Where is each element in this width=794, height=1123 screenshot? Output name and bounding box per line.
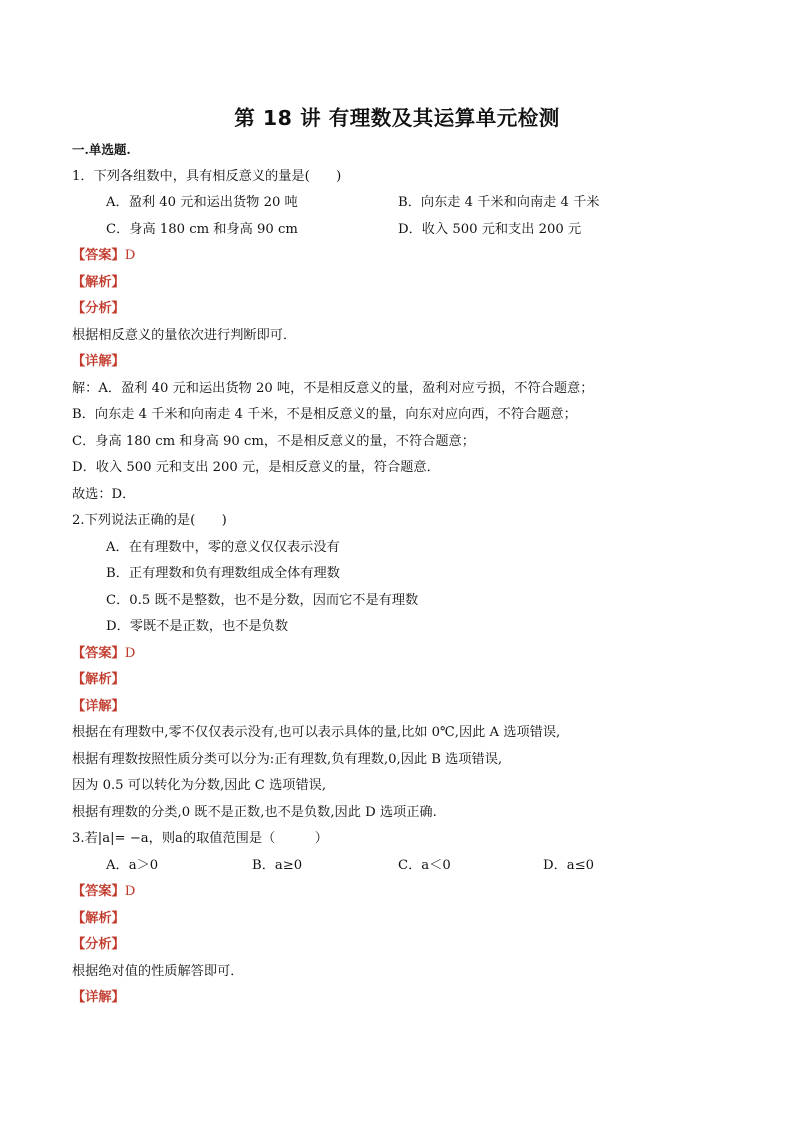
q2-detail-line: 因为 0.5 可以转化为分数,因此 C 选项错误, — [72, 778, 327, 793]
answer-label: 【答案】 — [72, 884, 125, 899]
q1-detail-line: D．收入 500 元和支出 200 元，是相反意义的量，符合题意． — [72, 460, 440, 475]
q3-answer — [72, 883, 135, 901]
q1-detail-line: 解：A．盈利 40 元和运出货物 20 吨，不是相反意义的量，盈利对应亏损，不符合题意； — [72, 381, 594, 396]
q2-detail-line: 根据有理数按照性质分类可以分为:正有理数,负有理数,0,因此 B 选项错误, — [72, 752, 503, 767]
q1-stem: 1．下列各组数中，具有相反意义的量是( ) — [72, 169, 342, 184]
q2-option-b: B．正有理数和负有理数组成全体有理数 — [106, 566, 340, 581]
q2-stem: 2.下列说法正确的是( ) — [72, 513, 227, 528]
q3-fenxi-text: 根据绝对值的性质解答即可． — [72, 964, 244, 979]
page-title: 第 18 讲 有理数及其运算单元检测 — [234, 106, 560, 130]
q2-option-a: A．在有理数中，零的意义仅仅表示没有 — [106, 540, 340, 555]
q2-option-c: C．0.5 既不是整数，也不是分数，因而它不是有理数 — [106, 593, 419, 608]
q2-answer — [72, 645, 135, 663]
q1-fenxi-label: 【分析】 — [72, 301, 125, 316]
q3-xiangjie-label: 【详解】 — [72, 990, 125, 1005]
q3-option-a: A．a＞0 — [106, 858, 159, 873]
q1-xiangjie-label: 【详解】 — [72, 354, 125, 369]
q3-jiexi-label: 【解析】 — [72, 911, 125, 926]
q1-fenxi-text: 根据相反意义的量依次进行判断即可． — [72, 328, 297, 343]
q2-detail-line: 根据在有理数中,零不仅仅表示没有,也可以表示具体的量,比如 0℃,因此 A 选项错误, — [72, 725, 561, 740]
answer-value: D — [124, 884, 136, 899]
q1-option-d: D．收入 500 元和支出 200 元 — [398, 222, 582, 237]
q1-jiexi-label: 【解析】 — [72, 275, 125, 290]
q1-option-a: A．盈利 40 元和运出货物 20 吨 — [106, 195, 298, 210]
q1-conclusion: 故选：D． — [72, 487, 136, 502]
answer-value: D — [124, 248, 136, 263]
q1-option-b: B．向东走 4 千米和向南走 4 千米 — [398, 195, 600, 210]
answer-label: 【答案】 — [72, 248, 125, 263]
q2-option-d: D．零既不是正数，也不是负数 — [106, 619, 289, 634]
q2-jiexi-label: 【解析】 — [72, 672, 125, 687]
q2-detail-line: 根据有理数的分类,0 既不是正数,也不是负数,因此 D 选项正确. — [72, 805, 437, 820]
answer-value: D — [124, 646, 136, 661]
q3-option-c: C．a＜0 — [398, 858, 451, 873]
q1-answer — [72, 247, 135, 265]
q1-option-c: C．身高 180 cm 和身高 90 cm — [106, 222, 298, 237]
q1-detail-line: C．身高 180 cm 和身高 90 cm，不是相反意义的量，不符合题意； — [72, 434, 475, 449]
q3-fenxi-label: 【分析】 — [72, 937, 125, 952]
q3-option-b: B．a≥0 — [252, 858, 303, 873]
answer-label: 【答案】 — [72, 646, 125, 661]
q3-option-d: D．a≤0 — [543, 858, 595, 873]
q2-xiangjie-label: 【详解】 — [72, 699, 125, 714]
q1-detail-line: B．向东走 4 千米和向南走 4 千米，不是相反意义的量，向东对应向西，不符合题意； — [72, 407, 577, 422]
section-heading: 一.单选题. — [72, 142, 131, 157]
q3-stem: 3.若|a|= −a，则a的取值范围是（ ） — [72, 831, 328, 846]
